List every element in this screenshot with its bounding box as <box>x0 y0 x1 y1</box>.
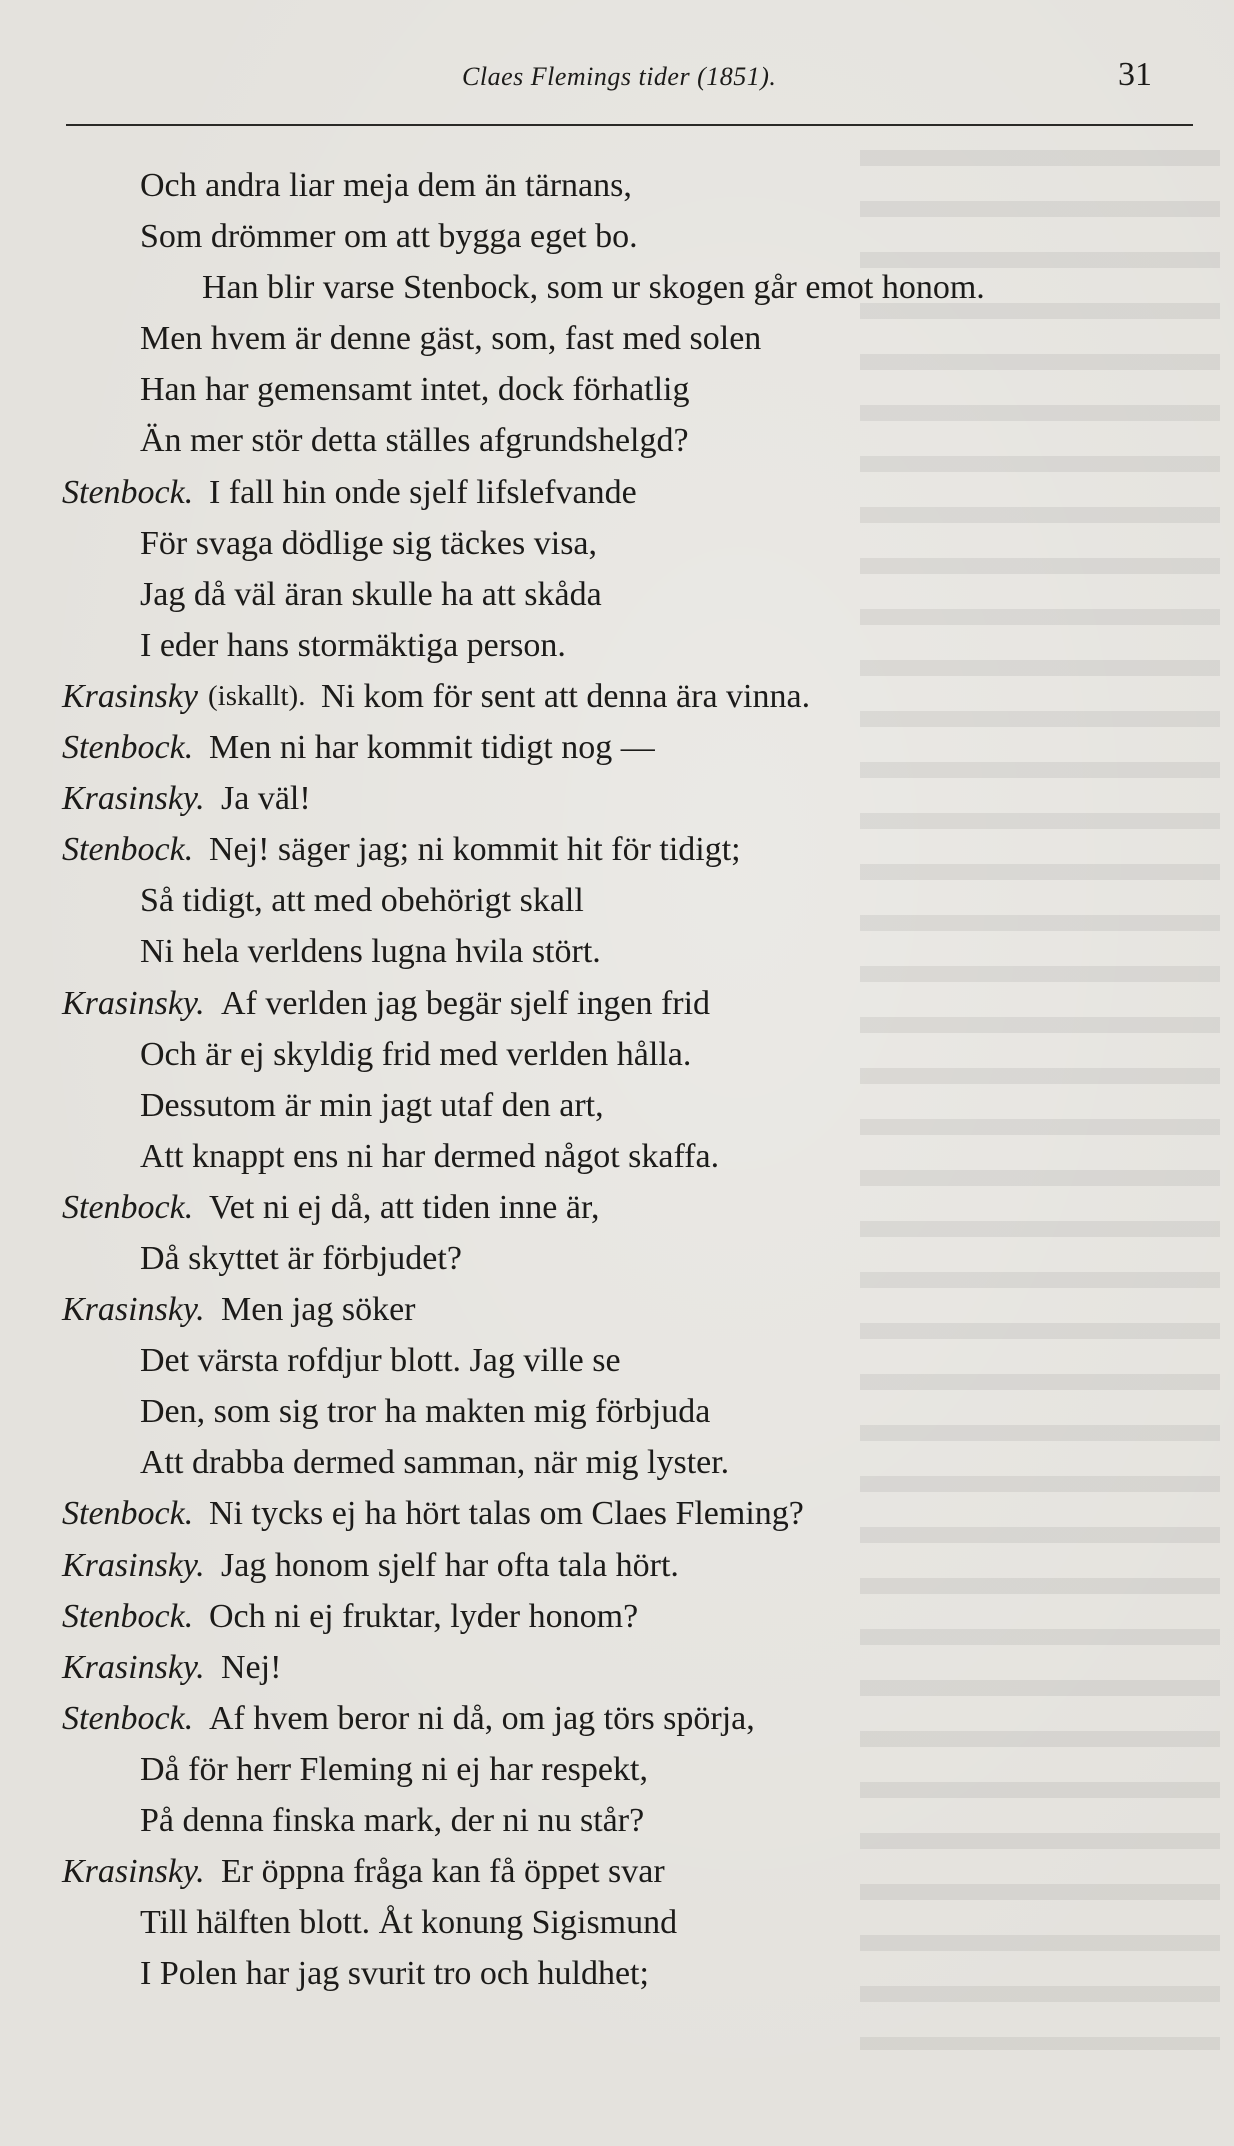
verse-line <box>0 773 1234 824</box>
verse-line <box>0 569 1234 620</box>
speaker-name: Krasinsky. <box>62 984 205 1022</box>
speaker-name: Krasinsky <box>62 677 198 715</box>
verse-line <box>0 1131 1234 1182</box>
verse-line-text: Och är ej skyldig frid med verlden hålla. <box>140 1035 692 1073</box>
verse-line <box>0 1284 1234 1335</box>
speaker-name: Stenbock. <box>62 729 194 767</box>
verse-line <box>0 1080 1234 1131</box>
verse-line <box>0 1386 1234 1437</box>
verse-line <box>0 1948 1234 1999</box>
running-head <box>0 56 1234 106</box>
verse-line-text: Jag honom sjelf har ofta tala hört. <box>221 1546 679 1584</box>
verse-line <box>0 1591 1234 1642</box>
verse-line <box>0 875 1234 926</box>
verse-line-text: Ja väl! <box>221 780 311 818</box>
speaker-name: Stenbock. <box>62 473 194 511</box>
verse-line <box>0 415 1234 466</box>
verse-line-text: Dessutom är min jagt utaf den art, <box>140 1086 604 1124</box>
verse-line <box>0 518 1234 569</box>
verse-line-text: I eder hans stormäktiga person. <box>140 626 566 664</box>
verse-line-text: Ni hela verldens lugna hvila stört. <box>140 933 601 971</box>
verse-line-text: Men ni har kommit tidigt nog — <box>209 729 655 767</box>
verse-line <box>0 1693 1234 1744</box>
page-number: 31 <box>1118 56 1152 93</box>
verse-line-text: Vet ni ej då, att tiden inne är, <box>209 1188 600 1226</box>
verse-line <box>0 1488 1234 1539</box>
verse-line-text: Af hvem beror ni då, om jag törs spörja, <box>209 1699 755 1737</box>
verse-line <box>0 313 1234 364</box>
verse-line <box>0 1897 1234 1948</box>
verse-line-text: Han har gemensamt intet, dock förhatlig <box>140 371 690 409</box>
verse-line-text: Er öppna fråga kan få öppet svar <box>221 1853 665 1891</box>
verse-line <box>0 160 1234 211</box>
verse-line-text: Att drabba dermed samman, när mig lyster. <box>140 1444 730 1482</box>
verse-line <box>0 211 1234 262</box>
verse-line <box>0 1795 1234 1846</box>
verse-line-text: Det värsta rofdjur blott. Jag ville se <box>140 1342 621 1380</box>
verse-line <box>0 1540 1234 1591</box>
speaker-name: Stenbock. <box>62 1495 194 1533</box>
speaker-name: Stenbock. <box>62 831 194 869</box>
verse-line-text: Som drömmer om att bygga eget bo. <box>140 218 638 256</box>
verse-line-text: Den, som sig tror ha makten mig förbjuda <box>140 1393 711 1431</box>
verse-line-text: Men jag söker <box>221 1291 416 1329</box>
verse-line-text: Nej! <box>221 1648 282 1686</box>
speaker-name: Stenbock. <box>62 1597 194 1635</box>
verse-line <box>0 262 1234 313</box>
verse-line-text: Då för herr Fleming ni ej har respekt, <box>140 1750 648 1788</box>
verse-line <box>0 1642 1234 1693</box>
verse-line <box>0 467 1234 518</box>
verse-line-text: Ni tycks ej ha hört talas om Claes Fleming? <box>209 1495 804 1533</box>
speaker-name: Krasinsky. <box>62 1546 205 1584</box>
verse-line-text: Och andra liar meja dem än tärnans, <box>140 167 632 204</box>
verse-line <box>0 1335 1234 1386</box>
verse-line-text: Jag då väl äran skulle ha att skåda <box>140 575 602 613</box>
verse-line-text: På denna finska mark, der ni nu står? <box>140 1802 645 1839</box>
verse-line <box>0 978 1234 1029</box>
verse-line <box>0 1846 1234 1897</box>
verse-line-text: Och ni ej fruktar, lyder honom? <box>209 1597 639 1635</box>
verse-line-text: Att knappt ens ni har dermed något skaffa. <box>140 1137 720 1175</box>
verse-line-text: Nej! säger jag; ni kommit hit för tidigt; <box>209 831 741 869</box>
verse-line <box>0 722 1234 773</box>
running-title: Claes Flemings tider (1851). <box>462 62 777 91</box>
speaker-name: Stenbock. <box>62 1188 194 1226</box>
speaker-name: Krasinsky. <box>62 1648 205 1686</box>
verse-line-text: Till hälften blott. Åt konung Sigismund <box>140 1904 678 1942</box>
speaker-name: Krasinsky. <box>62 1853 205 1891</box>
stage-direction: (iskallt). <box>208 679 306 712</box>
speaker-name: Krasinsky. <box>62 780 205 818</box>
verse-line-text: I fall hin onde sjelf lifslefvande <box>209 473 637 511</box>
verse-line <box>0 671 1234 722</box>
verse-line <box>0 1182 1234 1233</box>
verse-line <box>0 364 1234 415</box>
verse-line <box>0 1029 1234 1080</box>
verse-line-text: Af verlden jag begär sjelf ingen frid <box>221 984 711 1022</box>
verse-line <box>0 1437 1234 1488</box>
verse-line-text: I Polen har jag svurit tro och huldhet; <box>140 1955 649 1993</box>
verse-line <box>0 1744 1234 1795</box>
speaker-name: Stenbock. <box>62 1699 194 1737</box>
verse-line-text: Än mer stör detta ställes afgrundshelgd? <box>140 422 689 460</box>
verse-line <box>0 824 1234 875</box>
verse-line-text: För svaga dödlige sig täckes visa, <box>140 524 598 562</box>
verse-line-text: Men hvem är denne gäst, som, fast med solen <box>140 320 762 358</box>
verse-line <box>0 1233 1234 1284</box>
stage-direction-line: Han blir varse Stenbock, som ur skogen går emot honom. <box>202 269 985 307</box>
verse-line <box>0 620 1234 671</box>
verse-line <box>0 926 1234 977</box>
verse-line-text: Så tidigt, att med obehörigt skall <box>140 882 584 920</box>
verse-line-text: Ni kom för sent att denna ära vinna. <box>321 677 811 715</box>
speaker-name: Krasinsky. <box>62 1291 205 1329</box>
verse-line-text: Då skyttet är förbjudet? <box>140 1239 462 1277</box>
verse-text <box>0 160 1234 1999</box>
header-rule <box>66 124 1193 126</box>
